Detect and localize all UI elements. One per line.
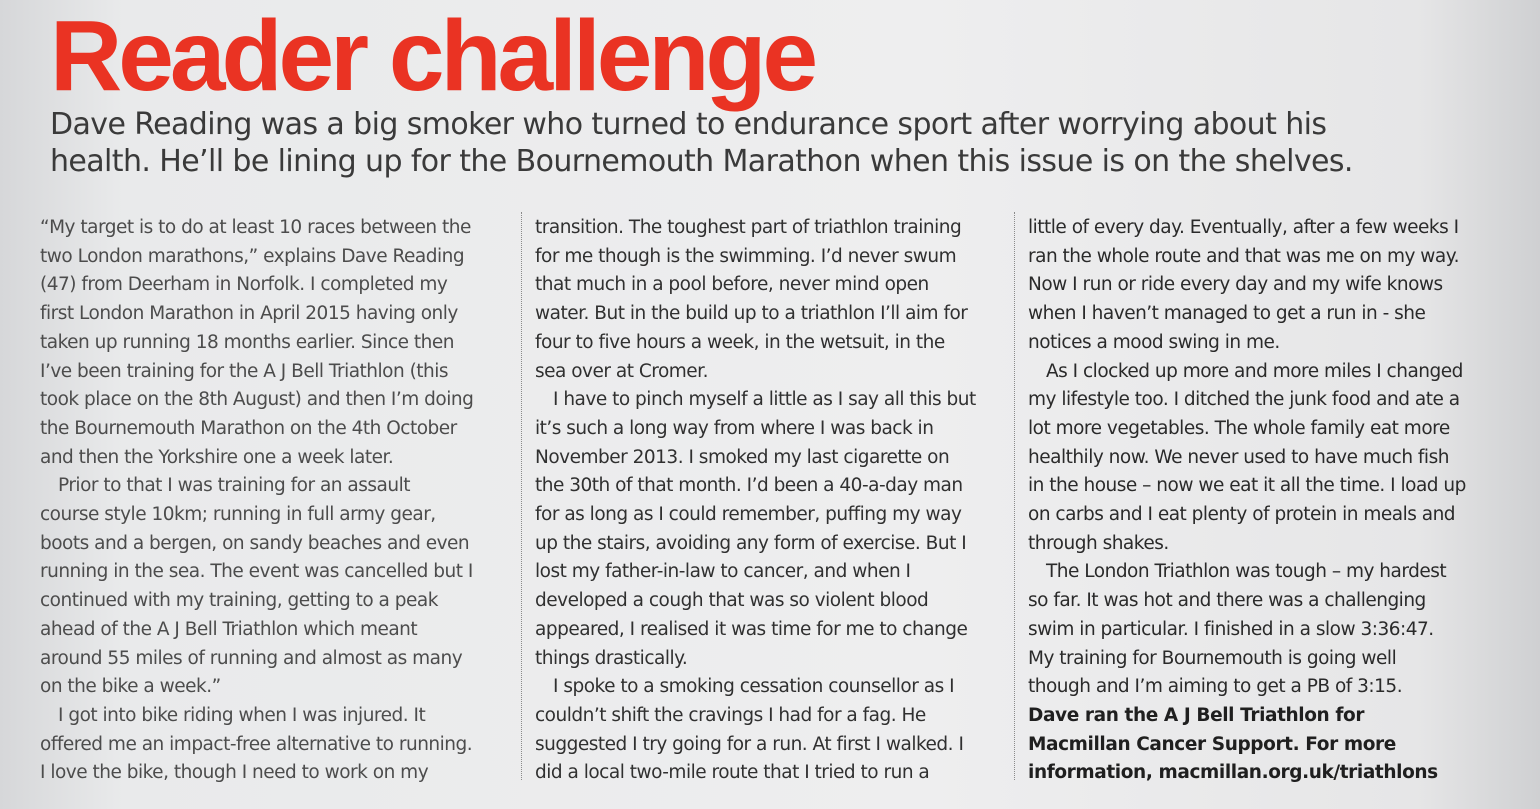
body-line: first London Marathon in April 2015 having only — [40, 303, 458, 325]
body-line: developed a cough that was so violent blood — [535, 590, 929, 612]
body-line: Prior to that I was training for an assault — [58, 475, 410, 497]
charity-footer-line: Dave ran the A J Bell Triathlon for — [1028, 704, 1365, 726]
body-line: it’s such a long way from where I was back in — [535, 417, 934, 439]
body-line: appeared, I realised it was time for me to change — [535, 618, 968, 640]
body-line: on the bike a week.” — [40, 676, 221, 698]
body-line: My training for Bournemouth is going well — [1028, 647, 1397, 669]
standfirst-line: Dave Reading was a big smoker who turned to endurance sport after worrying about his — [50, 107, 1327, 142]
body-line: things drastically. — [535, 647, 688, 669]
body-column-3 — [1028, 214, 1518, 788]
body-line: The London Triathlon was tough – my hardest — [1046, 561, 1447, 583]
body-line: little of every day. Eventually, after a few weeks I — [1028, 217, 1459, 238]
body-line: As I clocked up more and more miles I changed — [1046, 360, 1463, 382]
body-line: water. But in the build up to a triathlon I’ll aim for — [535, 303, 968, 325]
body-line: course style 10km; running in full army gear, — [40, 504, 436, 526]
body-line: two London marathons,” explains Dave Reading — [40, 245, 465, 267]
body-line: in the house – now we eat it all the time. I load up — [1028, 475, 1466, 497]
body-line: transition. The toughest part of triathlon training — [535, 217, 962, 238]
column-divider — [1014, 212, 1015, 780]
body-line: “My target is to do at least 10 races between the — [40, 217, 471, 238]
body-line: though and I’m aiming to get a PB of 3:15. — [1028, 676, 1403, 698]
body-line: did a local two-mile route that I tried to run a — [535, 762, 930, 784]
body-line: when I haven’t managed to get a run in - she — [1028, 303, 1426, 325]
body-column-1 — [40, 214, 510, 788]
body-line: I love the bike, though I need to work on my — [40, 762, 429, 784]
body-line: I have to pinch myself a little as I say all this but — [553, 389, 976, 411]
body-line: my lifestyle too. I ditched the junk food and ate a — [1028, 389, 1460, 411]
body-line: so far. It was hot and there was a challenging — [1028, 590, 1426, 612]
body-line: on carbs and I eat plenty of protein in meals and — [1028, 504, 1456, 526]
body-line: suggested I try going for a run. At first I walked. I — [535, 733, 964, 755]
body-line: swim in particular. I finished in a slow 3:36:47. — [1028, 618, 1434, 640]
body-column-2 — [535, 214, 1005, 788]
standfirst-line: health. He’ll be lining up for the Bournemouth Marathon when this issue is on the shelves. — [50, 144, 1353, 179]
body-line: through shakes. — [1028, 532, 1169, 554]
body-line: healthily now. We never used to have much fish — [1028, 446, 1449, 468]
body-line: boots and a bergen, on sandy beaches and even — [40, 532, 470, 554]
standfirst — [50, 106, 1530, 180]
body-line: for as long as I could remember, puffing my way — [535, 504, 962, 526]
body-line: (47) from Deerham in Norfolk. I completed my — [40, 274, 448, 296]
body-line: that much in a pool before, never mind open — [535, 274, 929, 296]
body-line: I’ve been training for the A J Bell Triathlon (this — [40, 360, 449, 382]
body-line: ahead of the A J Bell Triathlon which meant — [40, 618, 418, 640]
body-line: ran the whole route and that was me on my way. — [1028, 245, 1459, 267]
charity-footer-line: Macmillan Cancer Support. For more — [1028, 733, 1396, 755]
charity-footer-link: information, macmillan.org.uk/triathlons — [1028, 762, 1438, 784]
body-line: up the stairs, avoiding any form of exercise. But I — [535, 532, 967, 554]
body-line: taken up running 18 months earlier. Since then — [40, 331, 455, 353]
body-line: around 55 miles of running and almost as many — [40, 647, 463, 669]
body-line: I spoke to a smoking cessation counsellor as I — [553, 676, 955, 698]
body-line: continued with my training, getting to a peak — [40, 590, 438, 612]
body-line: for me though is the swimming. I’d never swum — [535, 245, 957, 267]
body-line: November 2013. I smoked my last cigarette on — [535, 446, 950, 468]
body-line: offered me an impact-free alternative to running. — [40, 733, 473, 755]
body-line: the Bournemouth Marathon on the 4th October — [40, 417, 457, 439]
body-line: lost my father-in-law to cancer, and when I — [535, 561, 911, 583]
body-line: and then the Yorkshire one a week later. — [40, 446, 394, 468]
body-line: took place on the 8th August) and then I’m doing — [40, 389, 474, 411]
body-line: the 30th of that month. I’d been a 40-a-day man — [535, 475, 963, 497]
body-line: notices a mood swing in me. — [1028, 331, 1280, 353]
body-line: sea over at Cromer. — [535, 360, 708, 382]
body-line: four to five hours a week, in the wetsuit, in the — [535, 331, 945, 353]
column-divider — [521, 212, 522, 780]
body-line: running in the sea. The event was cancelled but I — [40, 561, 473, 583]
headline: Reader challenge — [50, 0, 815, 112]
body-line: Now I run or ride every day and my wife knows — [1028, 274, 1443, 296]
body-line: lot more vegetables. The whole family eat more — [1028, 417, 1450, 439]
body-line: I got into bike riding when I was injured. It — [58, 704, 426, 726]
body-line: couldn’t shift the cravings I had for a fag. He — [535, 704, 926, 726]
